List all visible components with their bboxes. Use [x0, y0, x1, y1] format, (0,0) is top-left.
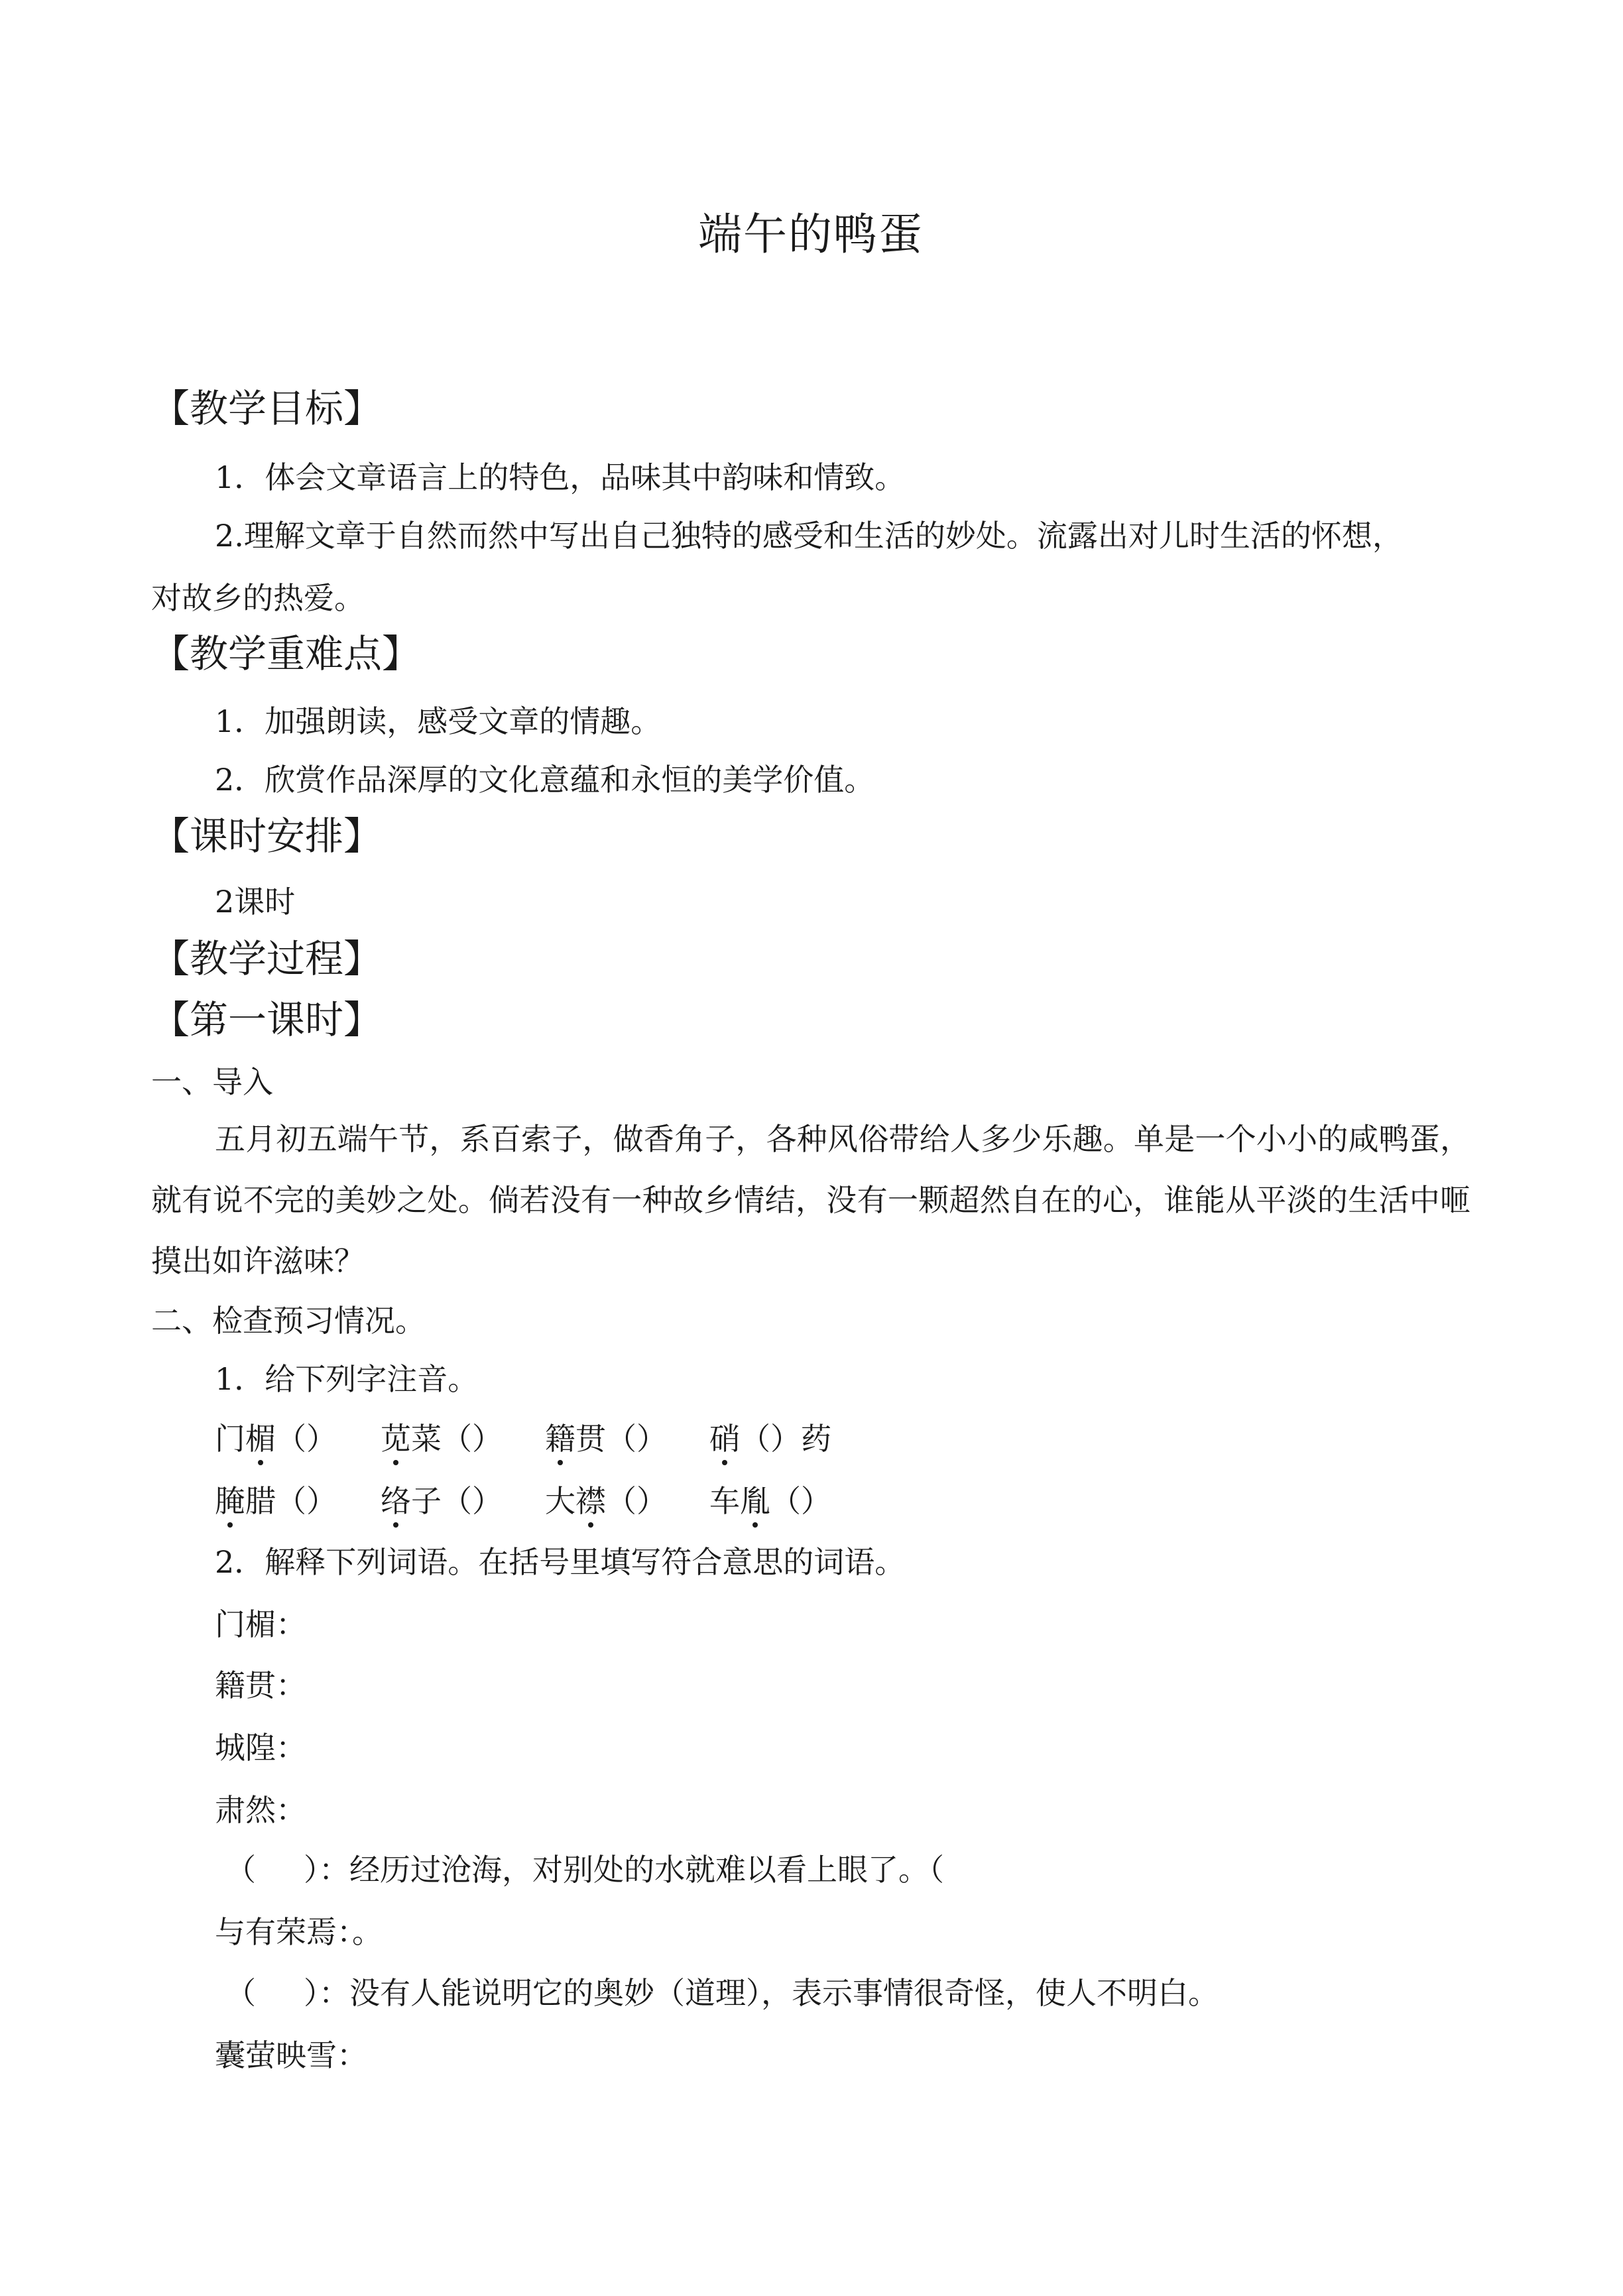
preview-heading: 二、检查预习情况。: [151, 1303, 426, 1339]
fill-blank-1: （ ）：经历过沧海，对别处的水就难以看上眼了。（: [225, 1852, 944, 1888]
pinyin-item: 车胤（）: [709, 1481, 831, 1521]
pinyin-item: 腌腊（）: [215, 1481, 337, 1521]
key-point-1: 1．加强朗读，感受文章的情趣。: [215, 703, 662, 739]
key-points-heading: 【教学重难点】: [151, 631, 421, 676]
process-heading: 【教学过程】: [151, 936, 383, 981]
term-definition: 囊萤映雪：: [215, 2037, 367, 2073]
emphasis-char: 胤: [740, 1481, 770, 1521]
emphasis-char: 腌: [215, 1481, 245, 1521]
emphasis-char: 楣: [245, 1419, 276, 1459]
goal-item-2-continued: 对故乡的热爱。: [151, 580, 365, 616]
pinyin-item: 大襟（）: [545, 1481, 667, 1521]
lesson1-heading: 【第一课时】: [151, 997, 383, 1042]
goals-heading: 【教学目标】: [151, 386, 383, 431]
schedule-heading: 【课时安排】: [151, 814, 383, 859]
emphasis-char: 络: [381, 1481, 411, 1521]
pinyin-item: 门楣（）: [215, 1419, 337, 1459]
key-point-2: 2．欣赏作品深厚的文化意蕴和永恒的美学价值。: [215, 762, 875, 798]
pinyin-item: 络子（）: [381, 1481, 503, 1521]
emphasis-char: 籍: [545, 1419, 575, 1459]
pinyin-item: 籍贯（）: [545, 1419, 667, 1459]
term-definition: 城隍：: [215, 1730, 306, 1766]
intro-paragraph: 五月初五端午节，系百索子，做香角子，各种风俗带给人多少乐趣。单是一个小小的咸鸭蛋，就有说不完的美妙之处。倘若没有一种故乡情结，没有一颗超然自在的心，谁能从平淡的生活中咂摸出如许滋味？: [151, 1121, 1471, 1279]
schedule-text: 2课时: [215, 884, 296, 920]
term-definition: 肃然：: [215, 1792, 306, 1828]
term-definition: 与有荣焉：。: [215, 1914, 383, 1950]
fill-blank-2: （ ）：没有人能说明它的奥妙（道理），表示事情很奇怪，使人不明白。: [225, 1975, 1219, 2011]
page-title: 端午的鸭蛋: [698, 209, 924, 260]
term-definition: 籍贯：: [215, 1667, 306, 1703]
question-2: 2．解释下列词语。在括号里填写符合意思的词语。: [215, 1544, 906, 1580]
term-definition: 门楣：: [215, 1606, 306, 1642]
intro-heading: 一、导入: [151, 1064, 273, 1100]
emphasis-char: 苋: [381, 1419, 411, 1459]
emphasis-char: 硝: [709, 1419, 740, 1459]
pinyin-item: 硝（）药: [709, 1419, 831, 1459]
pinyin-item: 苋菜（）: [381, 1419, 503, 1459]
goal-item-1: 1．体会文章语言上的特色，品味其中韵味和情致。: [215, 459, 906, 495]
goal-item-2: 2.理解文章于自然而然中写出自己独特的感受和生活的妙处。流露出对儿时生活的怀想，: [215, 518, 1403, 554]
emphasis-char: 襟: [575, 1481, 606, 1521]
question-1: 1．给下列字注音。: [215, 1361, 479, 1397]
